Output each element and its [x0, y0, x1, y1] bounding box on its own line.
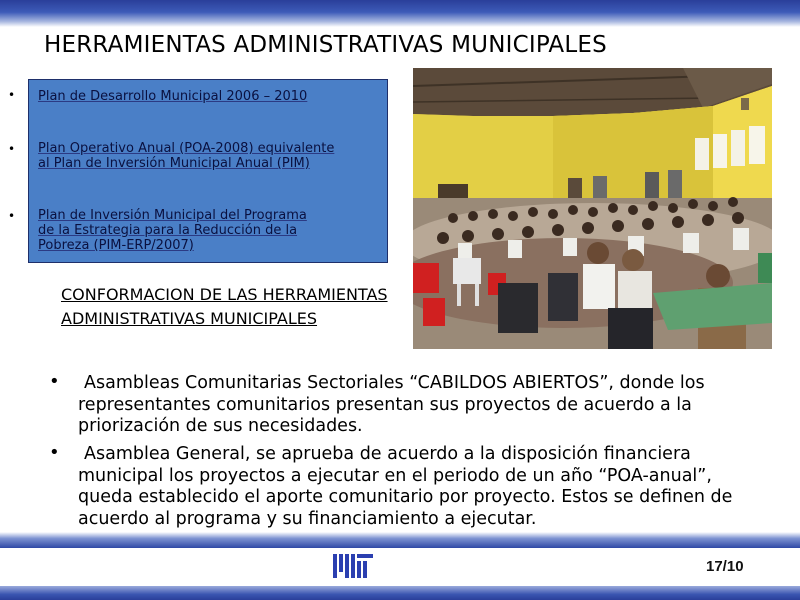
bottom-banner [0, 532, 800, 548]
plan-item-desarrollo: Plan de Desarrollo Municipal 2006 – 2010 [38, 89, 308, 104]
plan-item-poa: Plan Operativo Anual (POA-2008) equivalente al Plan de Inversión Municipal Anual (PIM) [38, 141, 335, 171]
footer-strip [0, 586, 800, 600]
slide-title: HERRAMIENTAS ADMINISTRATIVAS MUNICIPALES [44, 32, 607, 58]
bullet-marker: • [8, 142, 16, 156]
page-number: 17/10 [706, 558, 744, 575]
point-text: Asamblea General, se aprueba de acuerdo a la disposición financiera municipal los proyectos a ejecutar en el periodo de un año “POA-anual”, queda establecido el aporte comunitario por proyecto. Estos se definen de acuerdo al programa y su financiamiento a ejecutar. [78, 444, 733, 529]
subheading: CONFORMACION DE LAS HERRAMIENTAS ADMINISTRATIVAS MUNICIPALES [61, 285, 388, 328]
bullet-marker: • [49, 442, 60, 463]
point-cabildos-abiertos [78, 373, 768, 438]
bullet-marker: • [49, 371, 60, 392]
mit-logo [333, 554, 373, 578]
point-asamblea-general [78, 444, 768, 530]
plan-item-pim-erp: Plan de Inversión Municipal del Programa de la Estrategia para la Reducción de la Pobreza (PIM-ERP/2007) [38, 208, 307, 253]
point-text: Asambleas Comunitarias Sectoriales “CABILDOS ABIERTOS”, donde los representantes comunitarios presentan sus proyectos de acuerdo a la priorización de sus necesidades. [78, 373, 705, 436]
top-banner [0, 0, 800, 27]
assembly-photo-drawing [413, 68, 772, 349]
bullet-marker: • [8, 209, 16, 223]
bullet-marker: • [8, 88, 16, 102]
assembly-photo [413, 68, 772, 349]
